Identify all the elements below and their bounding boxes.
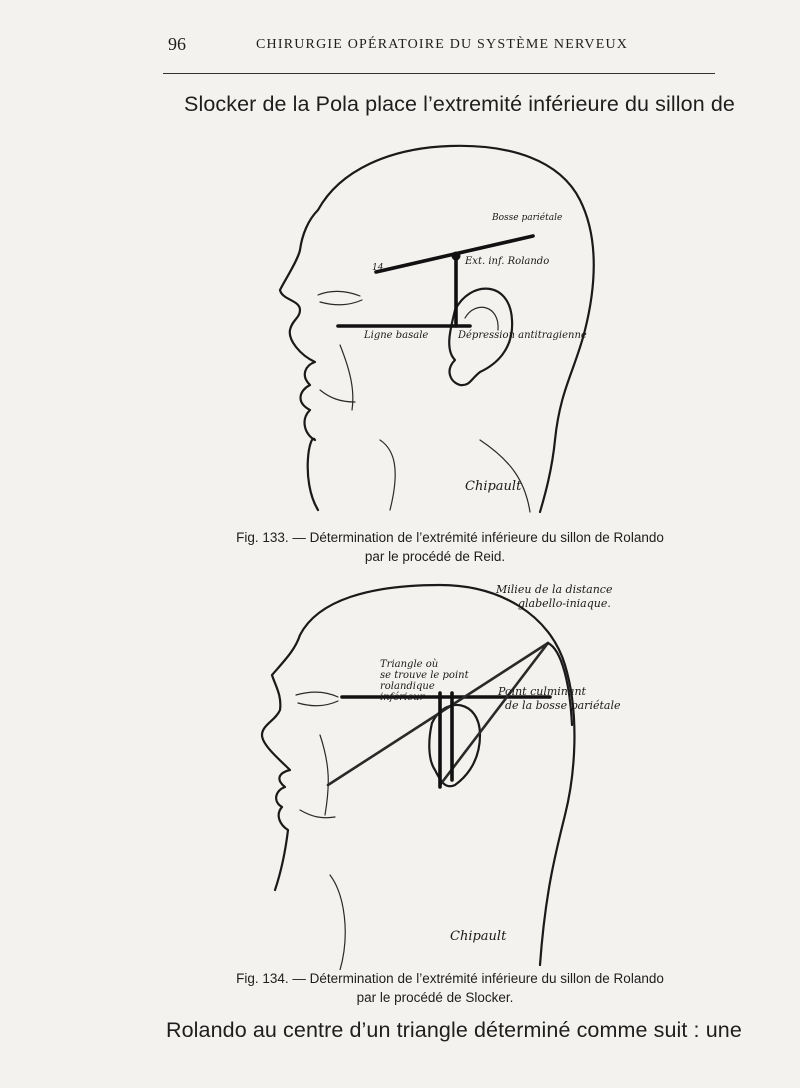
page-number: 96	[168, 34, 186, 54]
label-point-culminant-line2: de la bosse pariétale	[505, 699, 621, 712]
label-point-culminant-line1: Point culminant	[498, 685, 586, 698]
artist-signature: Chipault	[450, 929, 507, 944]
caption-line: Fig. 133. — Détermination de l’extrémité inférieure du sillon de Rolando	[236, 530, 664, 545]
head-outline	[262, 585, 574, 965]
label-triangle-line2: se trouve le point	[380, 670, 469, 681]
label-ext-inf-rolando: Ext. inf. Rolando	[465, 256, 550, 267]
head-outline	[280, 146, 594, 512]
ear	[429, 705, 480, 786]
label-bosse-parietale: Bosse pariétale	[492, 213, 563, 223]
caption-line: par le procédé de Slocker.	[356, 990, 514, 1005]
label-milieu-line2: glabello-iniaque.	[518, 597, 611, 610]
label-depression-antitragienne: Dépression antitragienne	[458, 330, 587, 341]
caption-line: par le procédé de Reid.	[364, 549, 506, 564]
figure-133-caption	[160, 528, 740, 566]
figure-133-illustration	[0, 140, 800, 520]
body-text-line: Slocker de la Pola place l’extremité inférieure du sillon de	[184, 92, 735, 116]
label-triangle-line4: inférieur	[380, 692, 425, 703]
figure-134-caption	[160, 969, 740, 1007]
label-milieu-line1: Milieu de la distance	[496, 583, 613, 596]
header-rule	[163, 73, 715, 74]
running-title: CHIRURGIE OPÉRATOIRE DU SYSTÈME NERVEUX	[256, 37, 629, 52]
caption-line: Fig. 134. — Détermination de l’extrémité inférieure du sillon de Rolando	[236, 971, 664, 986]
label-triangle-line3: rolandique	[380, 681, 435, 692]
artist-signature: Chipault	[465, 479, 522, 494]
label-ligne-basale: Ligne basale	[364, 330, 429, 341]
label-triangle-line1: Triangle où	[380, 659, 439, 670]
label-mark-14: 14	[372, 263, 384, 273]
figure-134-illustration	[0, 575, 800, 970]
body-text-line: Rolando au centre d’un triangle déterminé comme suit : une	[166, 1018, 742, 1042]
